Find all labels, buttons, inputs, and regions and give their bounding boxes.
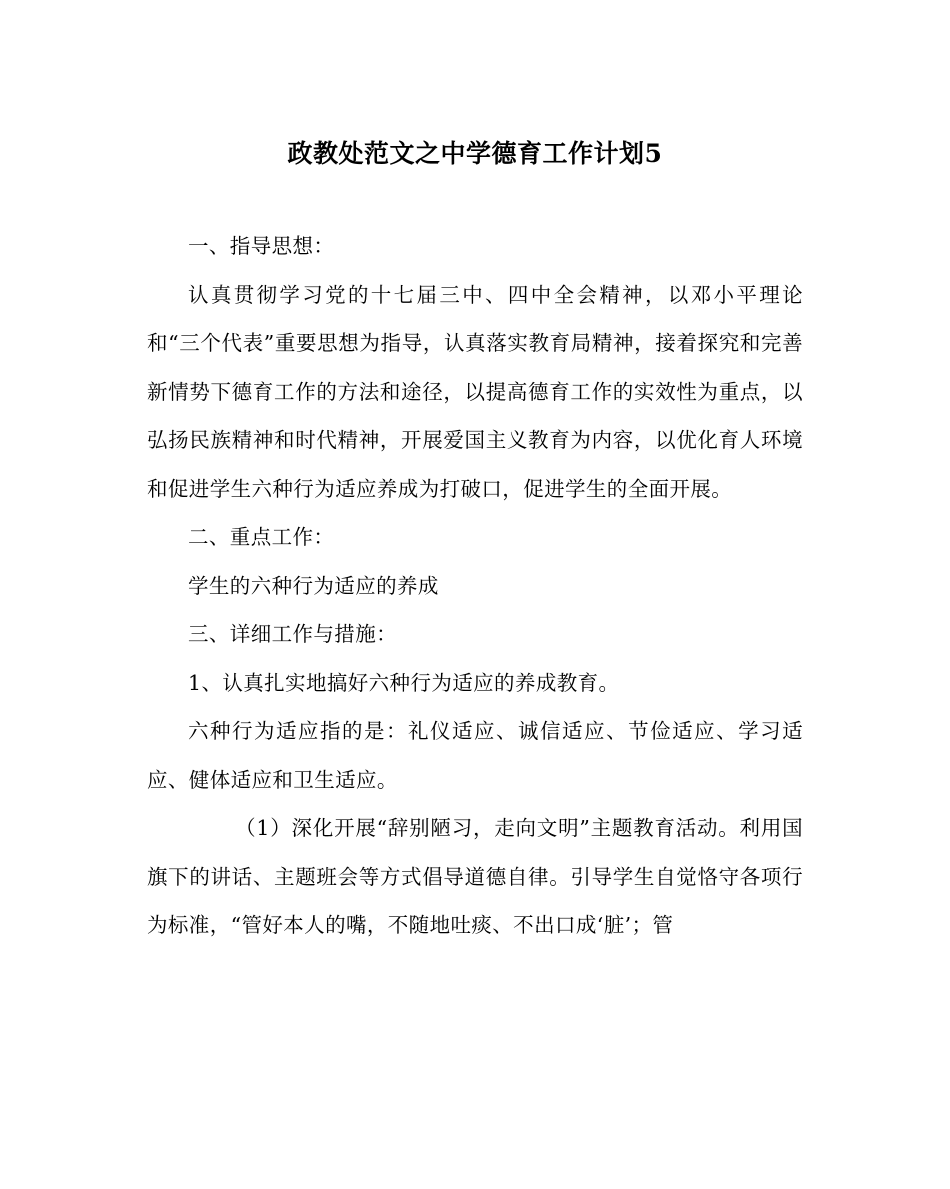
paragraph-measure-1: 1、认真扎实地搞好六种行为适应的养成教育。 [188, 670, 620, 695]
section-heading-key-work: 二、重点工作： [188, 525, 335, 549]
paragraph-six-habits: 六种行为适应指的是：礼仪适应、诚信适应、节俭适应、学习适应、健体适应和卫生适应。 [147, 719, 803, 792]
section-heading-guiding-ideology: 一、指导思想： [188, 234, 335, 258]
paragraph-item-1: （1）深化开展“辞别陋习，走向文明”主题教育活动。利用国旗下的讲话、主题班会等方式倡导道德自律。引导学生自觉恪守各项行为标准，“管好本人的嘴，不随地吐痰、不出口成‘脏’；管 [147, 816, 803, 937]
document-title: 政教处范文之中学德育工作计划5 [287, 139, 663, 168]
paragraph-guiding-ideology: 认真贯彻学习党的十七届三中、四中全会精神，以邓小平理论和“三个代表”重要思想为指导，认真落实教育局精神，接着探究和完善新情势下德育工作的方法和途径，以提高德育工作的实效性为重点，以弘扬民族精神和时代精神，开展爱国主义教育为内容，以优化育人环境和促进学生六种行为适应养成为打破口，促进学生的全面开展。 [147, 282, 803, 501]
document-body [147, 222, 803, 950]
section-heading-measures: 三、详细工作与措施： [188, 622, 397, 646]
paragraph-key-work: 学生的六种行为适应的养成 [188, 573, 439, 598]
